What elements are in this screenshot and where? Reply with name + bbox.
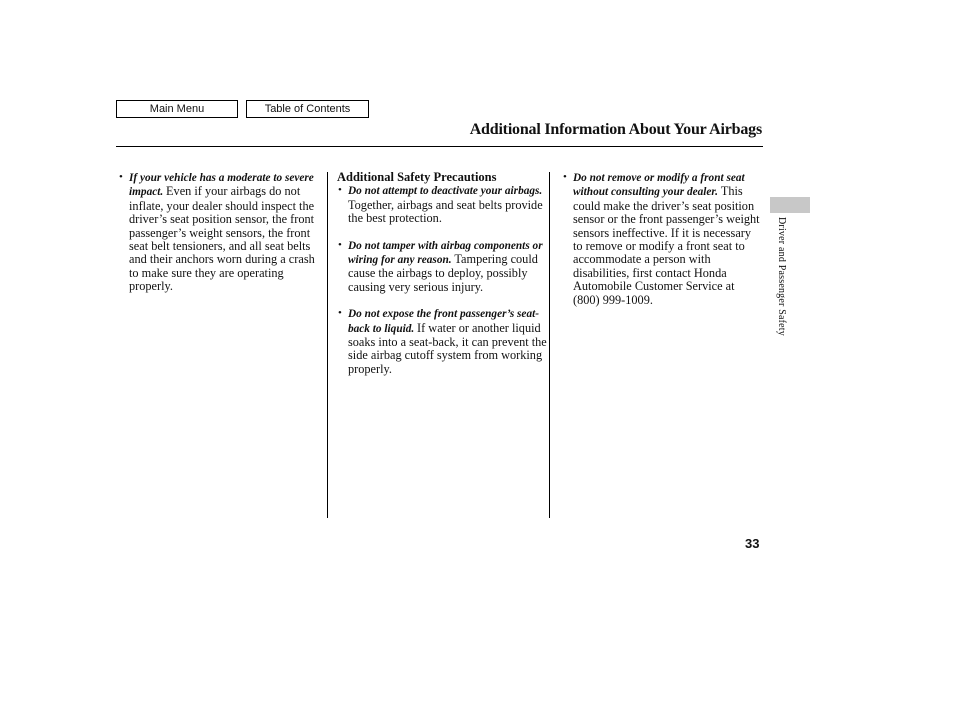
bullet-icon: • [563, 171, 567, 183]
bullet-emphasis: If your vehicle has a moderate to severe impact. [129, 172, 314, 199]
bullet-text: Together, airbags and seat belts provide the best protection. [348, 197, 543, 226]
column-middle [337, 171, 549, 376]
page-number: 33 [745, 536, 760, 551]
column-divider [327, 172, 328, 518]
bullet-text: Tampering could cause the airbags to deploy, possibly causing very serious injury. [348, 252, 538, 294]
section-heading: Additional Safety Precautions [337, 170, 497, 184]
bullet-icon: • [338, 307, 342, 320]
list-item [337, 184, 549, 225]
bullet-text: This could make the driver’s seat position sensor or the front passenger’s weight sensors ineffective. If it is necessary to remove or modify a front seat to accommodate a person with disabilities, first contact Honda Automobile Customer Service at (800) 999-1009. [573, 184, 760, 307]
bullet-icon: • [119, 171, 123, 183]
list-item [337, 239, 549, 295]
list-item [337, 307, 549, 376]
list-item [118, 171, 318, 294]
list-item [562, 171, 762, 307]
column-right [562, 171, 762, 307]
bullet-icon: • [338, 184, 342, 197]
column-left [118, 171, 318, 294]
bullet-icon: • [338, 238, 342, 251]
page-title: Additional Information About Your Airbags [469, 121, 762, 138]
bullet-emphasis: Do not tamper with airbag components or wiring for any reason. [348, 239, 543, 267]
column-divider [549, 172, 550, 518]
bullet-emphasis: Do not attempt to deactivate your airbags. [348, 185, 543, 198]
section-tab [770, 197, 810, 213]
title-divider [116, 146, 763, 147]
bullet-emphasis: Do not remove or modify a front seat without consulting your dealer. [573, 172, 745, 199]
table-of-contents-button[interactable]: Table of Contents [246, 100, 369, 118]
bullet-emphasis: Do not expose the front passenger’s seat-back to liquid. [348, 308, 539, 335]
main-menu-button[interactable]: Main Menu [116, 100, 238, 118]
bullet-text: Even if your airbags do not inflate, your dealer should inspect the driver’s seat position sensor, the front passenger’s weight sensors, the front seat belt tensioners, and all seat belts and their anchors worn during a crash to make sure they are operating properly. [129, 184, 315, 294]
section-label: Driver and Passenger Safety [776, 217, 787, 336]
bullet-text: If water or another liquid soaks into a seat-back, it can prevent the side airbag cutoff system from working properly. [348, 320, 547, 376]
